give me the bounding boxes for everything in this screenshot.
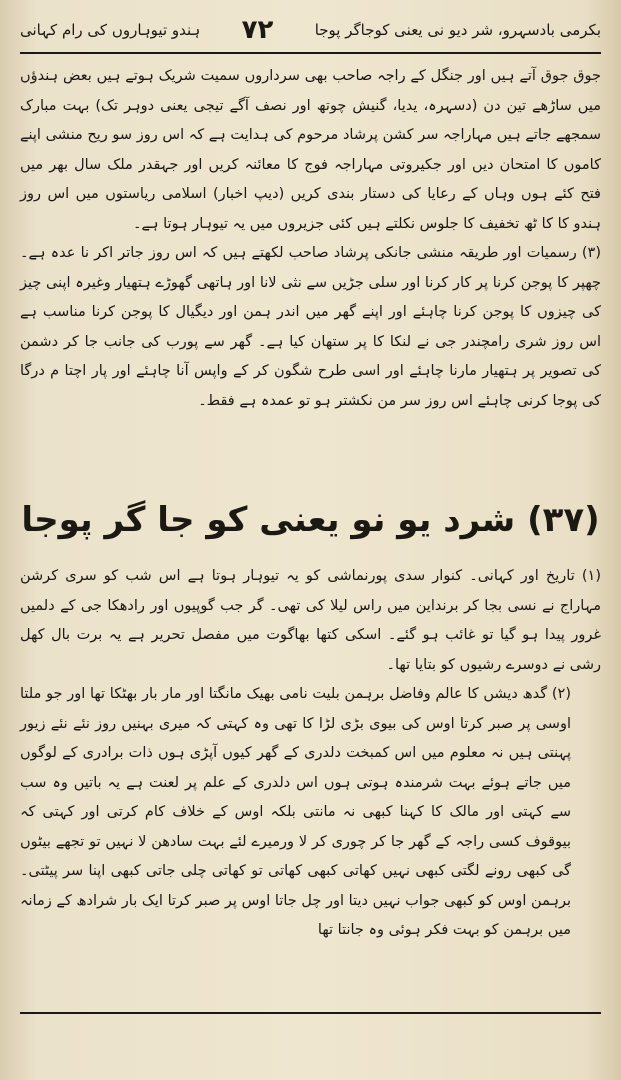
top-text-block [20, 62, 601, 416]
paragraph-rituals: (۳) رسمیات اور طریقہ منشی جانکی پرشاد صاحب لکھتے ہیں کہ اس روز جاتر اکر نا عدہ ہے۔ چھپر کا پوجن کرنا پر کار کرنا اور سلی جڑیں سے نثی لانا اور ہاتھی گھوڑے ہتھیار وغیرہ اپنی چیز کی چیزوں کا پوجن کرنا چاہئے اور اپنے گھر میں اندر ہمن اور دیگیال کا پوجن کرنا مناسب ہے اس روز شری رامچندر جی نے لنکا کا پر ستھان کیا ہے۔ گھر سے پورب کی جانب جا کر دشمن کی تصویر پر ہتھیار مارنا چاہئے اور اسی طرح شگون کر کے واپس آنا چاہئے اور پار اچتا م درگا کی پوجا کرنی چاہئے اس روز سر من نکشتر ہو تو عمدہ ہے فقط۔ [20, 245, 601, 409]
running-title-right: بکرمی بادسہرو، شر دیو نی یعنی کوجاگر پوجا [314, 21, 601, 39]
footer-rule [20, 1012, 601, 1014]
bottom-text-block [20, 562, 601, 946]
page-header [20, 10, 601, 50]
paragraph-history-story: (۱) تاریخ اور کہانی۔ کنوار سدی پورنماشی کو یہ تیوہار ہوتا ہے اس شب کو سری کرشن مہاراج نے نسی بجا کر برنداین میں راس لیلا کی تھی۔ گر جب گوپیوں اور رادھکا جی کے دلمیں غرور پیدا ہو گیا تو غائب ہو گئے۔ اسکی کتھا بھاگوت میں مفصل تحریر ہے یہ برت بال کھل رشی نے دوسرے رشیوں کو بتایا تھا۔ [20, 568, 601, 673]
header-rule [20, 52, 601, 54]
section-heading: (۳۷) شرد یو نو یعنی کو جا گر پوجا [21, 500, 600, 540]
page-number: ۷۲ [241, 15, 274, 45]
paragraph-dussehra-continued: جوق جوق آتے ہیں اور جنگل کے راجہ صاحب بھی سرداروں سمیت شریک ہوتے ہیں بعض ہندؤں میں ساڑھے تین دن (دسہرہ، یدیا، گنیش چوتھ اور نصف آگے تیجی یعنی دوہر تک) بہت مبارک سمجھے جاتے ہیں مہاراجہ سر کشن پرشاد مرحوم کی ہدایت ہے کہ اس روز سو ریح منشی اپنے کاموں کا امتحان دیں اور جکیروتی مہاراجہ فوج کا معائنہ کریں اور جہقدر ملک سال بھر میں فتح کئے ہوں وہاں کے رعایا کی دستار بندی کریں (دیپ اخبار) اسلامی ریاستوں میں اس روز ہندو کا کا ٹھ تخفیف کا جلوس نکلتے ہیں کئی جزیروں میں یہ تیوہار ہوتا ہے۔ [20, 68, 601, 232]
running-title-left: ہندو تیوہاروں کی رام کہانی [20, 21, 201, 39]
paragraph-brahmin-tale: (۲) گدھ دیشں کا عالم وفاضل برہمن بلیت نامی بھیک مانگتا اور مار بار بھٹکا تھا اور جو ملتا اوسی پر صبر کرتا اوس کی بیوی بڑی لڑا کا تھی وہ کہتی کہ میری بہنیں روز نئے نئے زیور پہنتی ہیں نہ معلوم میں اس کمبخت دلدری کے گھر کیوں آپڑی ہوں ذات برادری کے لوگوں میں جاتے ہوئے بہت شرمندہ ہوتی ہوں اس دلدری کے علم پر لعنت ہے یہ باتیں وہ سب سے کہتی اور مالک کا کہنا کبھی نہ مانتی بلکہ اوس کے خلاف کام کرتی اور کہتی کہ بیوقوف کسی راجہ کے گھر جا کر چوری کر لا ورمیرے لئے بہت سادھن لا نہیں تو تجھے بیٹوں گی کبھی رونے لگتی کبھی نہیں کھاتی کبھی کھاتی تو کھاتی چلی جاتی کبھی اپنا سر پیٹتی۔ برہمن اوس کو کبھی جواب نہیں دیتا اور چل جاتا اوس پر صبر کرتا ایک بار شرادھ کے زمانہ میں برہمن کو بہت فکر ہوئی وہ جانتا تھا [20, 686, 571, 938]
